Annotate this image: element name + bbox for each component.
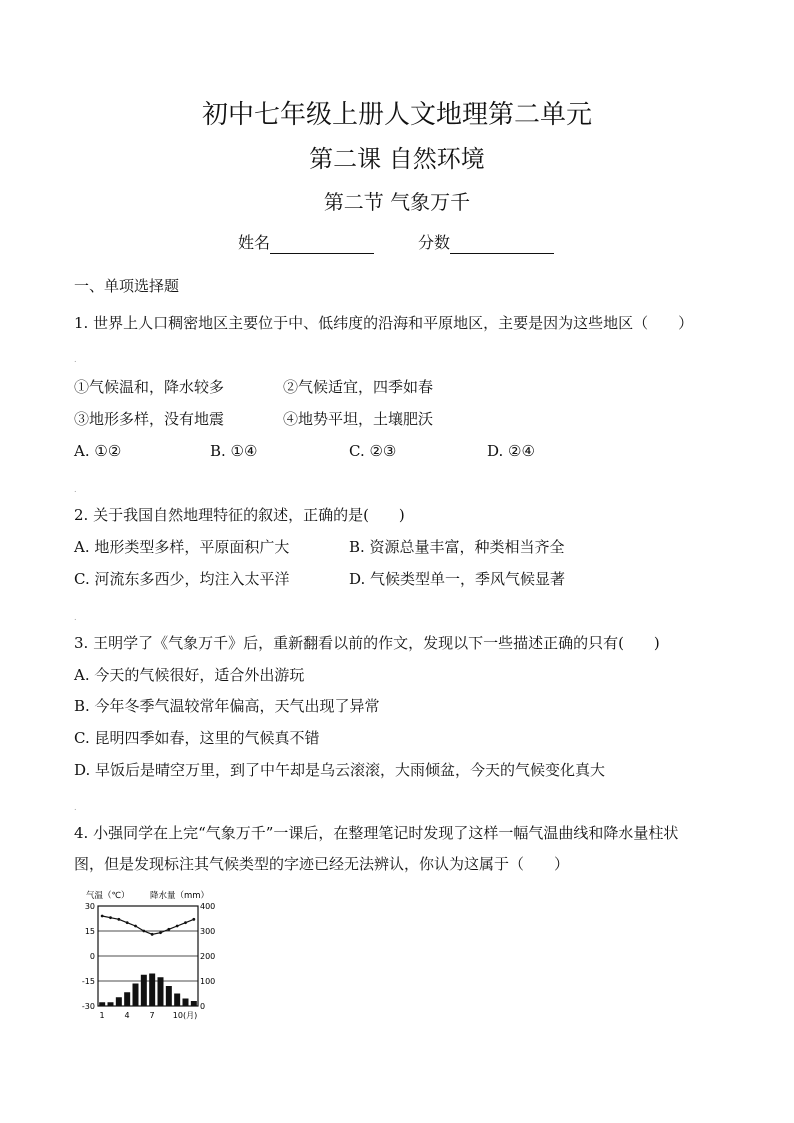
score-label: 分数 (418, 233, 451, 252)
name-blank[interactable] (270, 236, 374, 254)
q1-option-c[interactable]: C. ②③ (349, 442, 397, 460)
temperature-point (159, 931, 162, 934)
q2-option-d[interactable]: D. 气候类型单一，季风气候显著 (349, 570, 566, 588)
temperature-point (167, 928, 170, 931)
temperature-point (134, 925, 137, 928)
section-heading: 一、单项选择题 (74, 277, 180, 295)
precip-tick-labels (200, 902, 215, 1011)
q3-option-c[interactable]: C. 昆明四季如春，这里的气候真不错 (74, 729, 320, 747)
precip-tick: 300 (200, 927, 216, 936)
precipitation-bar (183, 999, 189, 1007)
name-field (238, 232, 374, 254)
temperature-point (151, 933, 154, 936)
question-4-stem-line2: 图，但是发现标注其气候类型的字迹已经无法辨认，你认为这属于（ ） (74, 855, 570, 873)
temp-tick: 30 (84, 902, 95, 911)
q1-statement-3: ③地形多样，没有地震 (74, 410, 225, 428)
question-3-stem: 3. 王明学了《气象万千》后，重新翻看以前的作文，发现以下一些描述正确的只有( ) (74, 634, 660, 652)
precipitation-bar (166, 986, 172, 1006)
climate-chart (80, 886, 220, 1022)
temperature-point (176, 925, 179, 928)
temperature-point (101, 915, 104, 918)
q1-option-d[interactable]: D. ②④ (487, 442, 535, 460)
month-tick: 10(月) (172, 1011, 198, 1020)
temp-tick: 0 (89, 952, 95, 961)
month-tick: 1 (99, 1011, 105, 1020)
precipitation-bar (158, 977, 164, 1006)
precip-tick: 100 (200, 977, 216, 986)
q2-option-b[interactable]: B. 资源总量丰富，种类相当齐全 (349, 538, 565, 556)
precipitation-bar (116, 997, 122, 1006)
precipitation-bar (99, 1002, 105, 1006)
q1-option-a[interactable]: A. ①② (74, 442, 122, 460)
precipitation-bar (108, 1002, 114, 1006)
question-4-stem-line1: 4. 小强同学在上完“气象万千”一课后，在整理笔记时发现了这样一幅气温曲线和降水量柱状 (74, 824, 679, 842)
precip-tick: 0 (200, 1002, 206, 1011)
precipitation-bar (133, 984, 139, 1007)
temperature-point (126, 921, 129, 924)
precipitation-bar (149, 974, 155, 1007)
name-label: 姓名 (238, 233, 271, 252)
precip-tick: 200 (200, 952, 216, 961)
temp-tick-labels (82, 902, 95, 1011)
paragraph-mark: . (74, 485, 77, 494)
precipitation-bar (141, 975, 147, 1006)
question-1-stem: 1. 世界上人口稠密地区主要位于中、低纬度的沿海和平原地区，主要是因为这些地区（ ） (74, 314, 694, 332)
lesson-title: 第二课 自然环境 (309, 145, 485, 173)
precip-axis-label: 降水量（mm） (150, 891, 210, 901)
temperature-point (117, 918, 120, 921)
grid-lines (98, 931, 198, 981)
q1-statement-1: ①气候温和，降水较多 (74, 378, 225, 396)
score-blank[interactable] (450, 236, 554, 254)
precipitation-bar (124, 992, 130, 1006)
month-tick-labels (99, 1011, 197, 1020)
section-title: 第二节 气象万千 (323, 190, 471, 214)
q3-option-d[interactable]: D. 早饭后是晴空万里，到了中午却是乌云滚滚，大雨倾盆，今天的气候变化真大 (74, 761, 606, 779)
month-tick: 4 (124, 1011, 130, 1020)
temperature-point (142, 930, 145, 933)
temp-tick: -30 (81, 1002, 95, 1011)
score-field (418, 232, 554, 254)
temp-axis-label: 气温（℃） (86, 891, 130, 901)
q1-statement-2: ②气候适宜，四季如春 (283, 378, 434, 396)
q1-statement-4: ④地势平坦，土壤肥沃 (283, 410, 434, 428)
q3-option-b[interactable]: B. 今年冬季气温较常年偏高，天气出现了异常 (74, 697, 380, 715)
precipitation-bar (191, 1001, 197, 1006)
temperature-line (102, 916, 194, 934)
paragraph-mark: . (74, 613, 77, 622)
precipitation-bar (174, 994, 180, 1007)
question-2-stem: 2. 关于我国自然地理特征的叙述，正确的是( ) (74, 506, 405, 524)
q3-option-a[interactable]: A. 今天的气候很好，适合外出游玩 (74, 666, 305, 684)
temperature-point (192, 918, 195, 921)
temperature-point (109, 916, 112, 919)
precipitation-bars (99, 974, 197, 1007)
temp-tick: -15 (81, 977, 95, 986)
worksheet-title: 初中七年级上册人文地理第二单元 (201, 100, 592, 130)
paragraph-mark: . (74, 803, 77, 812)
q1-option-b[interactable]: B. ①④ (210, 442, 258, 460)
q2-option-a[interactable]: A. 地形类型多样，平原面积广大 (74, 538, 290, 556)
paragraph-mark: . (74, 355, 77, 364)
q2-option-c[interactable]: C. 河流东多西少，均注入太平洋 (74, 570, 290, 588)
month-tick: 7 (149, 1011, 155, 1020)
temperature-point (184, 921, 187, 924)
temp-tick: 15 (84, 927, 95, 936)
precip-tick: 400 (200, 902, 216, 911)
